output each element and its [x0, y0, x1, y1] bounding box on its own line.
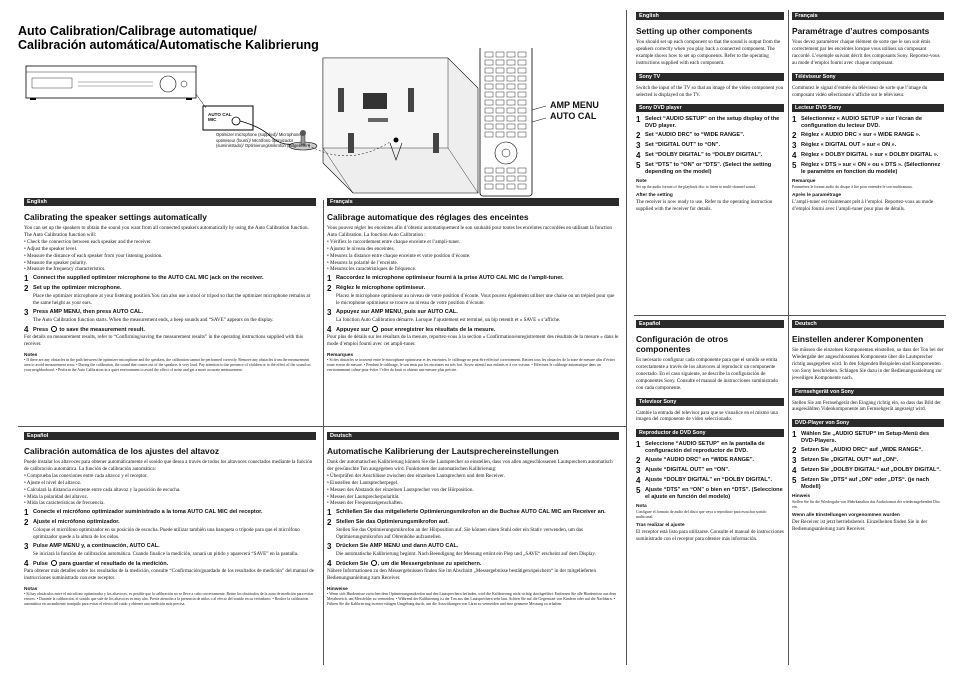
jack-label: AUTO CAL MIC — [208, 112, 232, 122]
step-2: 2 Set up the optimizer microphone. — [24, 284, 122, 294]
step-2-detail: Place the optimizer microphone at your listening position.You can also use a stool or tripod so that the optimizer microphone remains at the same height as your ears. — [33, 293, 311, 307]
tv-text: Switch the input of the TV so that an image of the video component you selected is displayed on the TV. — [636, 84, 784, 98]
setup-illustration — [18, 48, 618, 198]
step-1: 1 Wählen Sie „AUDIO SETUP“ im Setup-Menü des DVD-Players. — [792, 430, 930, 445]
intro-text: Vous devez paramétrer chaque élément de sorte que le son soit émis correctement par les enceintes lorsque vous utilisez un composant raccordé. L’exemple suivant décrit des composants Sony. Reportez-vous au mode d’emploi fourni avec chaque composant. — [792, 39, 940, 66]
notes-text: • Wenn sich Hindernisse zwischen dem Optimierungsmikrofon und den Lautsprechern befinden, wird die Kalibrierung nicht richtig durchgeführt. Entfernen Sie alle Hindernisse aus dem Messbereich, um Messfehler zu vermeiden. • Während der Kalibrierung ist der Ton aus den Lautsprechern sehr laut. Achten Sie auf die Gegenwart von Kindern oder auf die Nachbarn. • Führen Sie die Kalibrierung in einer ruhigen Umgebung durch, um die Auswirkungen von Lärm zu vermeiden und eine genauere Messung zu erhalten. — [327, 591, 617, 606]
sub-bar-tv: Fernsehgerät von Sony — [792, 388, 944, 396]
step-3-detail: Die automatische Kalibrierung beginnt. Nach Beendigung der Messung ertönt ein Piep und „SAVE“ erscheint auf dem Display. — [336, 550, 596, 557]
list-item: • Calculará la distancia existente entre cada altavoz y la posición de escucha. — [24, 486, 181, 493]
list-item: • Einstellen der Lautsprecherpegel. — [327, 479, 399, 486]
step-3: 3 Press AMP MENU, then press AUTO CAL. — [24, 307, 144, 317]
horizontal-divider — [18, 426, 626, 427]
section-title: Automatische Kalibrierung der Lautsprechereinstellungen — [327, 446, 559, 456]
amp-menu-label: AMP MENU — [550, 100, 599, 110]
step-2: 2 Set “AUDIO DRC” to “WIDE RANGE”. — [636, 131, 745, 141]
list-item: • Measure the frequency characteristics. — [24, 266, 106, 273]
step-4: 4 Pulse para guardar el resultado de la medición. — [24, 558, 169, 568]
tv-text: Stellen Sie am Fernsehgerät den Eingang richtig ein, so dass das Bild der ausgewählten Videokomponente am Fernsehgerät angezeigt wird. — [792, 399, 941, 413]
section-francais — [327, 198, 619, 423]
step-5: 5 Set “DTS” to “ON” or “DTS”. (Select the setting depending on the model) — [636, 161, 772, 176]
section-english — [24, 198, 316, 423]
notes-heading: Notas — [24, 586, 38, 592]
notes-heading: Hinweise — [327, 586, 348, 592]
tv-text: Commutez le signal d’entrée du téléviseur de sorte que l’image du composant vidéo sélectionné s’affiche sur le téléviseur. — [792, 84, 928, 98]
list-item: • Mesurez les caractéristiques de fréquence. — [327, 266, 417, 273]
list-item: • Check the connection between each speaker and the receiver. — [24, 238, 152, 245]
list-item: • Adjust the speaker level. — [24, 245, 78, 252]
step-5: 5 Ajuste “DTS” en “ON” o bien en “DTS”. (Seleccione el ajuste en función del modelo) — [636, 486, 783, 501]
section-en-other — [636, 12, 784, 312]
language-bar-deutsch: Deutsch — [327, 432, 619, 440]
section-de-other — [792, 320, 944, 665]
page-title-line-1: Auto Calibration/Calibrage automatique/ — [18, 24, 257, 38]
note-text: Paramétrez le format audio du disque à lire pour entendre le son multicanaux. — [792, 185, 913, 190]
language-bar-espanol: Español — [24, 432, 316, 440]
step-1: 1 Conecte el micrófono optimizador suministrado a la toma AUTO CAL MIC del receptor. — [24, 508, 263, 518]
after-text: L’ampli-tuner est maintenant prêt à l’emploi. Reportez-vous au mode d’emploi fourni avec l’ampli-tuner pour plus de détails. — [792, 199, 934, 213]
sub-bar-dvd: Reproductor de DVD Sony — [636, 429, 784, 437]
notes-text: • Si des obstacles se trouvent entre le microphone optimiseur et les enceintes, le calibrage ne peut être effectué correctement. Retirez tous les obstacles de la zone de mesure afin d’éviter toute erreur de mesure. • Pendant le calibrage, le son émis par les enceintes est très fort. Soyez attentif aux enfants et à vos voisins. • Effectuez le calibrage automatique dans un environnement calme pour éviter l’effet du bruit et obtenir une mesure plus précise. — [327, 357, 615, 372]
list-item: • Mesurez la distance entre chaque enceinte et votre position d’écoute. — [327, 252, 471, 259]
note-heading: Nota — [636, 504, 647, 510]
step-4: 4 Ajuste “DOLBY DIGITAL” en “DOLBY DIGITAL”. — [636, 476, 773, 486]
step-3: 3 Appuyez sur AMP MENU, puis sur AUTO CAL. — [327, 307, 458, 317]
list-item: • Überprüfen der Anschlüsse zwischen den einzelnen Lautsprechern und dem Receiver. — [327, 472, 505, 479]
sub-bar-dvd: DVD-Player von Sony — [792, 419, 944, 427]
intro-text: Dank der automatischen Kalibrierung können Sie die Lautsprecher so einstellen, dass von allen angeschlossenen Lautsprechern automatisch der gewünschte Ton ausgegeben wird. Funktionen der automatischen Kalibrierung: — [327, 459, 613, 472]
sub-bar-tv: Televisor Sony — [636, 398, 784, 406]
after-text: Der Receiver ist jetzt betriebsbereit. Einzelheiten finden Sie in der Bedienungsanleitung zum Receiver. — [792, 519, 928, 533]
step-2: 2 Stellen Sie das Optimierungsmikrofon auf. — [327, 518, 449, 528]
notes-text: • If there are any obstacles in the path between the optimizer microphone and the speakers, the calibration cannot be performed correctly. Remove any obstacles from the measurement area to avoid measurement error. • During the calibration, the sound that comes out of the speakers is very loud. Pay attention to the presence of children or to the effect of the sound on your neighborhood. • Perform the Auto Calibration in a quiet environment to avoid the effect of noise and get a more accurate measurement. — [24, 357, 311, 372]
intro-text: You should set up each component so that the sound is output from the speakers correctly when you play back a connected component. The example shows how to set up components. Refer to the operating instructions supplied with each component. — [636, 39, 781, 66]
enter-button-icon — [51, 326, 57, 332]
step-1: 1 Connect the supplied optimizer microphone to the AUTO CAL MIC jack on the receiver. — [24, 274, 264, 284]
sub-bar-dvd: Lecteur DVD Sony — [792, 104, 944, 112]
section-title: Calibración automática de los ajustes del altavoz — [24, 446, 220, 456]
list-item: • Mida la polaridad del altavoz. — [24, 493, 89, 500]
page-title-line-2: Calibración automática/Automatische Kalibrierung — [18, 38, 319, 52]
language-bar-francais: Français — [327, 198, 619, 206]
step-3: 3 Pulse AMP MENU y, a continuación, AUTO CAL. — [24, 541, 160, 551]
enter-button-icon — [51, 560, 57, 566]
step-1: 1 Raccordez le microphone optimiseur fourni à la prise AUTO CAL MIC de l’ampli-tuner. — [327, 274, 564, 284]
after-text: Para obtener más detalles sobre los resultados de la medición, consulte “Confirmación/guardado de los resultados de medición” del manual de instrucciones suministrado con este receptor. — [24, 567, 314, 581]
section-title: Einstellen anderer Komponenten — [792, 334, 924, 344]
horizontal-divider-right — [634, 315, 946, 316]
after-text: The receiver is now ready to use. Refer to the operating instruction supplied with the receiver for details. — [636, 199, 773, 213]
after-heading: Tras realizar el ajuste — [636, 523, 685, 529]
step-5: 5 Réglez « DTS » sur « ON » ou « DTS ». (Sélectionnez le paramètre en fonction du modèle) — [792, 161, 941, 176]
step-3: 3 Setzen Sie „DIGITAL OUT“ auf „ON“. — [792, 456, 899, 466]
after-heading: Wenn alle Einstellungen vorgenommen wurden — [792, 513, 900, 519]
remote-control-illustration — [480, 48, 546, 196]
microphone-caption: Optimizer microphone (supplied)/ Microphone optimiseur (fourni)/ Micrófono optimizador (suministrado)/ Optimierungsmikrofon (mitgeliefert) — [216, 132, 311, 149]
room-illustration — [323, 58, 478, 193]
vertical-divider-left — [626, 10, 627, 665]
section-title: Configuración de otros componentes — [636, 334, 729, 354]
section-deutsch — [327, 432, 619, 664]
step-5: 5 Setzen Sie „DTS“ auf „ON“ oder „DTS“. (je nach Modell) — [792, 476, 930, 491]
section-es-other — [636, 320, 784, 665]
intro-text: Sie müssen die einzelnen Komponenten einstellen, so dass der Ton bei der Wiedergabe der angeschlossenen Komponente über die Lautsprecher richtig ausgegeben wird. In den folgenden Beispielen sind Komponenten von Sony beschrieben. Schlagen Sie dazu in der Bedienungsanleitung zur jeweiligen Komponente nach. — [792, 347, 944, 381]
receiver-illustration — [26, 66, 196, 100]
after-heading: After the setting — [636, 193, 673, 199]
section-espanol — [24, 432, 316, 664]
note-heading: Remarque — [792, 179, 816, 185]
step-4: 4 Set “DOLBY DIGITAL” to “DOLBY DIGITAL”. — [636, 151, 763, 161]
list-item: • Ajuste el nivel del altavoz. — [24, 479, 82, 486]
intro-text: You can set up the speakers to obtain the sound you want from all connected speakers automatically by using the Auto Calibration function. The Auto Calibration function will: — [24, 225, 309, 238]
note-text: Configure el formato de audio del disco que vaya a reproducir para escuchar sonido multicanal. — [636, 510, 767, 520]
sub-bar-tv: Sony TV — [636, 73, 784, 81]
step-4: 4 Réglez « DOLBY DIGITAL » sur « DOLBY DIGITAL ». — [792, 151, 939, 161]
step-2: 2 Réglez le microphone optimiseur. — [327, 284, 426, 294]
language-bar-english: English — [636, 12, 784, 20]
step-4: 4 Press to save the measurement result. — [24, 324, 145, 334]
after-text: Nähere Informationen zu den Messergebnissen finden Sie im Abschnitt „Messergebnisse bestätigen/speichern“ in der mitgelieferten Bedienungsanleitung zum Receiver. — [327, 567, 596, 581]
list-item: • Comprueba las conexiones entre cada altavoz y el receptor. — [24, 472, 148, 479]
after-text: El receptor está listo para utilizarse. Consulte el manual de instrucciones suministrado con el receptor para obtener más información. — [636, 529, 784, 543]
language-bar-espanol: Español — [636, 320, 784, 328]
sub-bar-dvd: Sony DVD player — [636, 104, 784, 112]
tv-text: Cambie la entrada del televisor para que se visualice en el mismo una imagen del componente de vídeo seleccionado. — [636, 409, 778, 423]
list-item: • Measure the speaker polarity. — [24, 259, 87, 266]
section-fr-other — [792, 12, 944, 312]
step-3: 3 Set “DIGITAL OUT” to “ON”. — [636, 141, 720, 151]
step-2: 2 Ajuste el micrófono optimizador. — [24, 518, 120, 528]
enter-button-icon — [372, 326, 378, 332]
notes-text: • Si hay obstáculos entre el micrófono optimizador y los altavoces, es posible que la calibración no se lleve a cabo correctamente. Retire los obstáculos de la zona de medición para evitar errores. • Durante la calibración, el sonido que sale de los altavoces es muy alto. Preste atención a la presencia de niños o al efecto del sonido en su vecindario. • Realice la calibración automática en un ambiente tranquilo para evitar el efecto del ruido y obtener una medición más precisa. — [24, 591, 314, 606]
vertical-divider-middle — [323, 200, 324, 665]
notes-heading: Notes — [24, 352, 38, 358]
list-item: • Vérifiez le raccordement entre chaque enceinte et l’ampli-tuner. — [327, 238, 461, 245]
language-bar-francais: Français — [792, 12, 944, 20]
step-3-detail: La fonction Auto Calibration démarre. Lorsque l’ajustement est terminé, un bip retentit et « SAVE » s’affiche. — [336, 316, 561, 323]
note-text: Stellen Sie für die Wiedergabe von Mehrkanalton das Audioformat der wiederzugebenden Disc ein. — [792, 500, 941, 510]
notes-heading: Remarques — [327, 352, 354, 358]
note-heading: Note — [636, 179, 647, 185]
step-1: 1 Sélectionnez « AUDIO SETUP » sur l’écran de configuration du lecteur DVD. — [792, 115, 922, 130]
step-2: 2 Ajuste “AUDIO DRC” en “WIDE RANGE”. — [636, 456, 755, 466]
section-title: Calibrage automatique des réglages des enceintes — [327, 212, 529, 222]
step-3: 3 Ajuste “DIGITAL OUT” en “ON”. — [636, 466, 730, 476]
step-2-detail: Placez le microphone optimiseur au niveau de votre position d’écoute. Vous pouvez également utiliser une chaise ou un trépied pour que le microphone optimiseur se trouve au niveau de votre position d’écoute. — [336, 293, 615, 307]
step-4: 4 Setzen Sie „DOLBY DIGITAL“ auf „DOLBY DIGITAL“. — [792, 466, 941, 476]
intro-text: Es necesario configurar cada componente para que el sonido se emita correctamente a través de los altavoces al reproducir un componente conectado. En el caso siguiente, se describe la configuración de componentes Sony. Consulte el manual de instrucciones suministrado con cada componente. — [636, 357, 778, 391]
note-heading: Hinweis — [792, 494, 811, 500]
step-2: 2 Setzen Sie „AUDIO DRC“ auf „WIDE RANGE“. — [792, 446, 923, 456]
step-1: 1 Schließen Sie das mitgelieferte Optimierungsmikrofon an die Buchse AUTO CAL MIC am Receiver an. — [327, 508, 606, 518]
list-item: • Messen der Frequenzeigenschaften. — [327, 500, 403, 507]
step-3-detail: Se iniciará la función de calibración automática. Cuando finalice la medición, sonará un pitido y aparecerá “SAVE” en la pantalla. — [33, 550, 299, 557]
list-item: • Messen der Lautsprecherpolarität. — [327, 493, 400, 500]
step-1: 1 Select “AUDIO SETUP” on the setup display of the DVD player. — [636, 115, 780, 130]
list-item: • Messen des Abstands der einzelnen Lautsprecher von der Hörposition. — [327, 486, 474, 493]
list-item: • Ajustez le niveau des enceintes. — [327, 245, 395, 252]
intro-text: Puede instalar los altavoces para obtener automáticamente el sonido que desea a través de todos los altavoces conectados mediante la función de calibración automática. La función de calibración automática: — [24, 459, 313, 472]
after-text: Pour plus de détails sur les résultats de la mesure, reportez-vous à la section « Confirmation/enregistrement des résultats de la mesure » dans le mode d’emploi fourni avec cet ampli-tuner. — [327, 333, 619, 347]
list-item: • Measure the distance of each speaker from your listening position. — [24, 252, 163, 259]
step-4: 4 Appuyez sur pour enregistrer les résultats de la mesure. — [327, 324, 496, 334]
step-3: 3 Réglez « DIGITAL OUT » sur « ON ». — [792, 141, 897, 151]
language-bar-english: English — [24, 198, 316, 206]
note-text: Set up the audio format of the playback disc to listen to multi-channel sound. — [636, 185, 756, 190]
step-2-detail: Coloque el micrófono optimizador en su posición de escucha. Puede utilizar también una banqueta o trípode para que el micrófono optimizador quede a la altura de los oídos. — [33, 527, 300, 541]
language-bar-deutsch: Deutsch — [792, 320, 944, 328]
enter-button-icon — [371, 560, 377, 566]
step-2: 2 Réglez « AUDIO DRC » sur « WIDE RANGE ». — [792, 131, 921, 141]
list-item: • Mida las características de frecuencia. — [24, 500, 105, 507]
section-title: Setting up other components — [636, 26, 753, 36]
step-3-detail: The Auto Calibration function starts. When the measurement ends, a beep sounds and “SAVE” appears on the display. — [33, 316, 274, 323]
list-item: • Mesurez la polarité de l’enceinte. — [327, 259, 399, 266]
auto-cal-label: AUTO CAL — [550, 111, 597, 121]
step-1: 1 Seleccione “AUDIO SETUP” en la pantalla de configuración del reproductor de DVD. — [636, 440, 765, 455]
step-2-detail: Stellen Sie das Optimierungsmikrofon an der Hörposition auf. Sie können einen Stuhl oder ein Stativ verwenden, um das Optimierungsmikrofon auf Ohrenhöhe aufzustellen. — [336, 527, 583, 541]
step-3: 3 Drücken Sie AMP MENU und dann AUTO CAL. — [327, 541, 459, 551]
step-4: 4 Drücken Sie , um die Messergebnisse zu speichern. — [327, 558, 482, 568]
after-text: For details on measurement results, refer to “Confirming/saving the measurement results” in the operating instructions supplied with this receiver. — [24, 333, 303, 347]
section-title: Calibrating the speaker settings automatically — [24, 212, 207, 222]
section-title: Paramétrage d’autres composants — [792, 26, 930, 36]
after-heading: Après le paramétrage — [792, 193, 842, 199]
intro-text: Vous pouvez régler les enceintes afin d’obtenir automatiquement le son souhaité pour toutes les enceintes raccordées en utilisant la fonction Auto Calibration. La fonction Auto Calibration : — [327, 225, 612, 238]
sub-bar-tv: Téléviseur Sony — [792, 73, 944, 81]
vertical-divider-right — [788, 10, 789, 665]
